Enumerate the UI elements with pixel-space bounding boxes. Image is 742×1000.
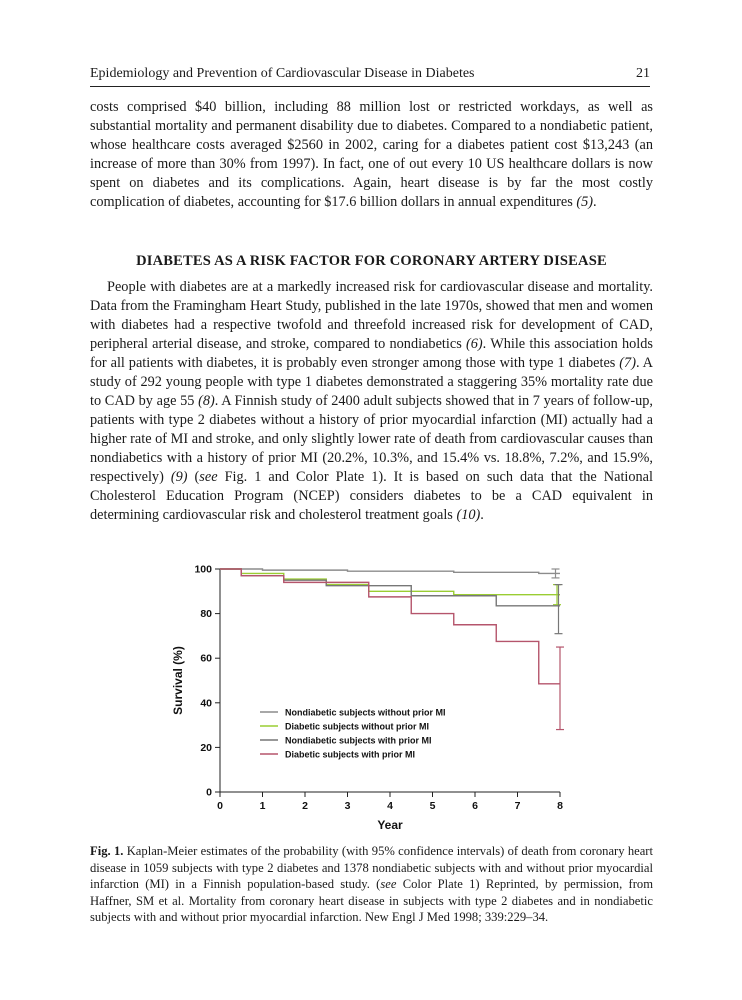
x-tick-label: 3 [344,800,351,812]
legend-label-2: Diabetic subjects without prior MI [285,721,430,732]
citation-9: (9) [170,469,188,485]
y-tick-label: 80 [200,608,212,621]
legend-label-4: Diabetic subjects with prior MI [285,749,416,760]
x-tick-label: 2 [302,800,308,812]
chart-axes [171,564,563,833]
survival-chart-svg [160,555,600,840]
chart-legend [260,708,446,760]
x-tick-label: 8 [557,800,563,812]
citation-6: (6) [466,336,483,352]
citation-7: (7) [619,355,636,371]
citation-8: (8) [198,393,215,409]
y-tick-label: 20 [200,741,212,754]
series-line-3 [220,569,560,606]
y-axis-label: Survival (%) [171,646,185,715]
x-tick-label: 0 [217,800,223,812]
running-head-title: Epidemiology and Prevention of Cardiovascular Disease in Diabetes [90,66,475,81]
y-tick-label: 60 [200,652,212,665]
x-tick-label: 4 [387,800,393,812]
paragraph-costs-text: costs comprised $40 billion, including 88 million lost or restricted workdays, as well as substantial mortality and permanent disability due to diabetes. Compared to a nondiabetic patient, whose healthcare costs averaged $2560 in 2002, caring for a diabetes patient cost $13,243 (an increase of more than 30% from 1997). In fact, one of out every 10 US healthcare dollars is now spent on diabetes and its complications. Again, heart disease is by far the most costly complication of diabetes, accounting for $17.6 billion dollars in annual expenditures [90,99,653,210]
citation-10: (10) [456,507,481,523]
survival-chart [160,555,600,840]
legend-label-1: Nondiabetic subjects without prior MI [285,707,446,718]
paragraph-costs: costs comprised $40 billion, including 88 million lost or restricted workdays, as well as substantial mortality and permanent disability due to diabetes. Compared to a nondiabetic patient, whose healthcare costs averaged $2560 in 2002, caring for a diabetes patient cost $13,243 (an increase of more than 30% from 1997). In fact, one of out every 10 US healthcare dollars is now spent on diabetes and its complications. Again, heart disease is by far the most costly complication of diabetes, accounting for $17.6 billion dollars in annual expenditures (5). [90,99,653,210]
y-tick-label: 40 [200,697,212,710]
x-tick-label: 6 [472,800,478,812]
y-tick-label: 0 [206,786,212,799]
x-tick-label: 5 [429,800,436,812]
page-number: 21 [636,66,650,81]
y-tick-label: 100 [194,563,212,576]
x-axis-label: Year [377,818,403,832]
paragraph-risk-factor: People with diabetes are at a markedly increased risk for cardiovascular disease and mortality. Data from the Framingham Heart Study, published in the late 1970s, showed that men and women with diabetes had a respective twofold and threefold increased risk for development of CAD, peripheral arterial disease, and stroke, compared to nondiabetics (6). While this association holds for all patients with diabetes, it is probably even stronger among those with type 1 diabetes (7). A study of 292 young people with type 1 diabetes demonstrated a staggering 35% mortality rate due to CAD by age 55 (8). A Finnish study of 2400 adult subjects showed that in 7 years of follow-up, patients with type 2 diabetes without a history of prior myocardial infarction (MI) actually had a higher rate of MI and stroke, and only slightly lower rate of death from cardiovascular causes than nondiabetics with a history of prior MI (20.2%, 10.3%, and 15.4% vs. 18.8%, 7.2%, and 15.9%, respectively) (9) (see Fig. 1 and Color Plate 1). It is based on such data that the National Cholesterol Education Program (NCEP) considers diabetes to be a CAD equivalent in determining cardiovascular risk and cholesterol treatment goals (10). [90,279,654,523]
citation-5: (5) [576,194,594,210]
figure-label: Fig. 1. [90,844,124,858]
running-head [90,66,650,87]
x-tick-label: 1 [259,800,266,812]
chart-series-layer [220,569,564,730]
legend-label-3: Nondiabetic subjects with prior MI [285,735,432,746]
figure-caption: Fig. 1. Kaplan-Meier estimates of the probability (with 95% confidence intervals) of death from coronary heart disease in 1059 subjects with type 2 diabetes and 1378 nondiabetic subjects with and without prior myocardial infarction (MI) in a Finnish population-based study. (see Color Plate 1) Reprinted, by permission, from Haffner, SM et al. Mortality from coronary heart disease in subjects with type 2 diabetes and in nondiabetic subjects with and without prior myocardial infarction. New Engl J Med 1998; 339:229–34. [90,844,653,924]
section-heading: DIABETES AS A RISK FACTOR FOR CORONARY ARTERY DISEASE [136,253,607,269]
x-tick-label: 7 [514,800,521,812]
